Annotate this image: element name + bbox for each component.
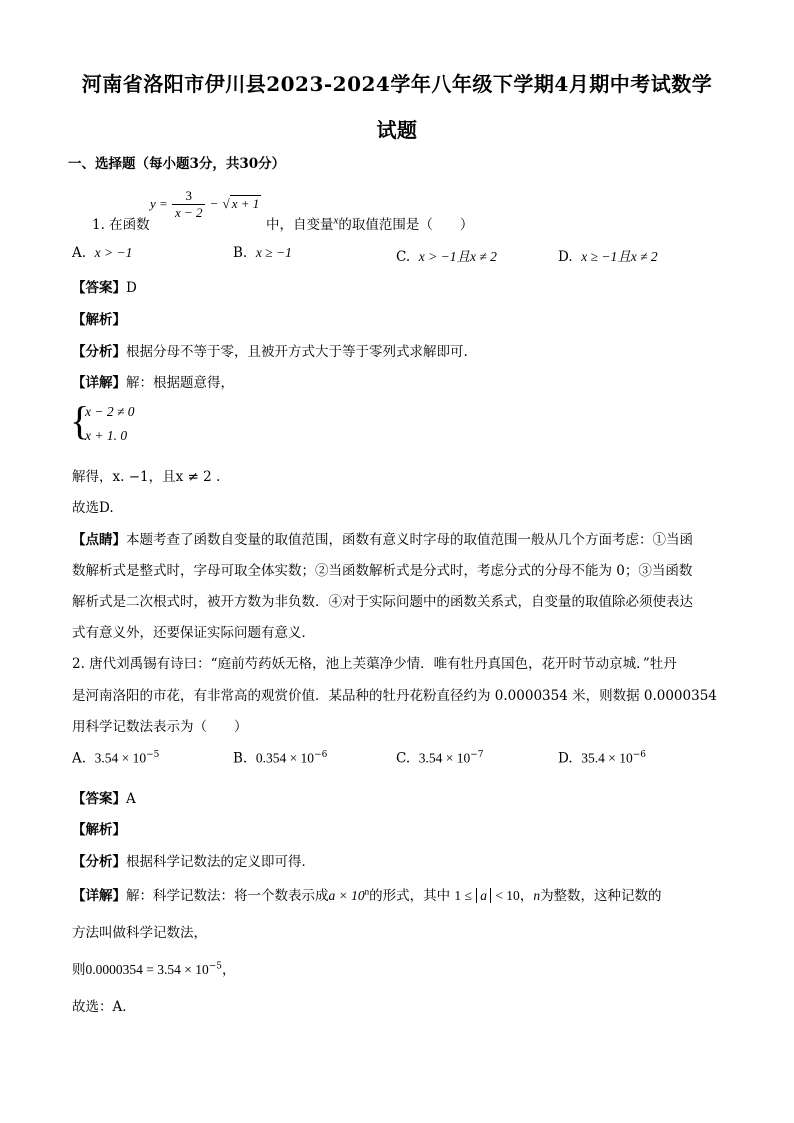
q1-option-d-text: x ≥ −1且x ≠ 2 [581, 249, 658, 264]
q2-option-a [72, 750, 159, 767]
sqrt-icon: √ [222, 196, 230, 211]
q2-xiangjie-text-b: 的形式，其中 [369, 888, 451, 904]
q1-stem-middle: 中，自变量 [266, 217, 334, 233]
q2-stem-2: 是河南洛阳的市花，有非常高的观赏价值．某品种的牡丹花粉直径约为 0.0000354 米，则数据 0.0000354 [72, 688, 717, 704]
q1-formula-denominator: x − 2 [174, 205, 203, 220]
q2-xiangjie-text-c: ， [519, 888, 534, 904]
q1-system-line1: x − 2 ≠ 0 [85, 404, 135, 419]
q2-option-c-base: 3.54 × 10 [418, 750, 471, 766]
q1-option-b-text: x ≥ −1 [255, 245, 292, 260]
q2-stem-3: 用科学记数法表示为（ ） [72, 719, 248, 735]
q2-option-d-label: D. [558, 750, 573, 767]
q2-option-a-base: 3.54 × 10 [94, 750, 147, 766]
q2-jiexi-tag: 【解析】 [72, 822, 126, 838]
q1-dianjing-tag: 【点睛】 [72, 532, 126, 548]
q1-formula-fraction [172, 188, 206, 221]
q1-answer-value: D [126, 280, 137, 296]
left-brace-icon: { [70, 398, 90, 443]
q1-fenxi-tag: 【分析】 [72, 344, 126, 360]
q2-fenxi-text: 根据科学记数法的定义即可得． [126, 854, 315, 870]
q2-xiangjie-2: 方法叫做科学记数法， [72, 925, 207, 941]
document-title-line2: 试题 [376, 118, 418, 142]
q1-dianjing-1 [72, 528, 693, 548]
q2-xiangjie-text-a: 解：科学记数法：将一个数表示成 [126, 888, 329, 904]
q2-option-b-label: B. [233, 750, 248, 767]
q1-formula [150, 188, 261, 221]
q2-result-prefix: 则 [72, 962, 86, 978]
q1-option-d [558, 245, 658, 265]
q2-result-suffix: ， [222, 962, 236, 978]
q2-fenxi [72, 850, 315, 870]
q2-option-c [396, 750, 484, 767]
q2-xiangjie-ineq-right: < 10 [495, 888, 520, 903]
q1-xiangjie-tag: 【详解】 [72, 375, 126, 391]
q2-xiangjie-text-d: 为整数，这种记数的 [540, 888, 662, 904]
q2-xiangjie-form-exp: n [364, 886, 370, 897]
q1-xiangjie-text: 解：根据题意得， [126, 375, 234, 391]
q2-option-a-label: A. [72, 750, 87, 767]
q2-result-exp: −5 [208, 961, 223, 972]
q1-formula-radicand: x + 1 [231, 196, 260, 211]
q2-option-c-exp: −7 [470, 750, 484, 760]
q2-xiangjie-form: a × 10 [328, 888, 365, 903]
q1-fenxi [72, 340, 468, 360]
q1-option-a-label: A. [72, 245, 87, 261]
q1-option-c-label: C. [396, 249, 411, 265]
q2-answer-tag: 【答案】 [72, 791, 126, 807]
q2-option-c-label: C. [396, 750, 411, 767]
q1-option-b [233, 245, 292, 261]
q2-result-expression: 0.0000354 = 3.54 × 10 [85, 962, 209, 977]
q1-answer [72, 276, 137, 296]
q1-system-line2: x + 1. 0 [85, 428, 128, 443]
q2-xiangjie [72, 884, 662, 904]
q2-option-b-base: 0.354 × 10 [255, 750, 315, 766]
document-title-line1: 河南省洛阳市伊川县2023-2024学年八年级下学期4月期中考试数学 [81, 72, 713, 96]
q1-option-a-text: x > −1 [94, 245, 133, 260]
section-heading: 一、选择题（每小题3分，共30分） [68, 156, 286, 172]
q2-option-d [558, 750, 646, 767]
q2-option-a-exp: −5 [146, 750, 160, 760]
q1-option-c-text: x > −1且x ≠ 2 [418, 249, 497, 264]
q1-stem-prefix: 1. 在函数 [92, 217, 150, 233]
q1-choose: 故选D. [72, 500, 114, 516]
q2-xiangjie-n: n [533, 888, 541, 903]
q1-solve: 解得，x. −1，且x ≠ 2 . [72, 469, 221, 485]
q2-answer [72, 787, 136, 807]
q1-stem [266, 213, 473, 233]
q1-formula-y: y = [150, 196, 168, 211]
q1-option-c [396, 245, 497, 265]
q1-dianjing-3: 解析式是二次根式时，被开方数为非负数．④对于实际问题中的函数关系式，自变量的取值除必须使表达 [72, 594, 693, 610]
q1-stem-variable: x [333, 214, 339, 227]
q1-dianjing-text-1: 本题考查了函数自变量的取值范围，函数有意义时字母的取值范围一般从几个方面考虑：①当函 [126, 532, 693, 548]
q1-option-d-label: D. [558, 249, 573, 265]
q1-xiangjie [72, 371, 234, 391]
q2-result [72, 958, 236, 978]
q2-choose: 故选：A． [72, 999, 136, 1015]
q2-stem-1: 2. 唐代刘禹锡有诗曰：“庭前芍药妖无格，池上芙蕖净少情．唯有牡丹真国色，花开时节动京城．”牡丹 [72, 656, 677, 672]
q2-option-b [233, 750, 327, 767]
q1-jiexi-tag: 【解析】 [72, 312, 126, 328]
q1-option-b-label: B. [233, 245, 248, 261]
q1-fenxi-text: 根据分母不等于零，且被开方式大于等于零列式求解即可. [126, 344, 468, 360]
q2-option-d-base: 35.4 × 10 [581, 750, 633, 766]
q2-option-d-exp: −6 [632, 750, 647, 760]
q1-answer-tag: 【答案】 [72, 280, 126, 296]
q1-dianjing-2: 数解析式是整式时，字母可取全体实数；②当函数解析式是分式时，考虑分式的分母不能为 0；③当函数 [72, 563, 693, 579]
q2-xiangjie-tag: 【详解】 [72, 888, 126, 904]
q1-formula-numerator: 3 [172, 188, 206, 205]
q2-option-b-exp: −6 [314, 750, 328, 760]
q2-fenxi-tag: 【分析】 [72, 854, 126, 870]
q2-xiangjie-ineq-left: 1 ≤ [454, 888, 472, 903]
q1-dianjing-4: 式有意义外，还要保证实际问题有意义． [72, 625, 315, 641]
q2-xiangjie-abs: a [476, 888, 491, 903]
q1-stem-end: 的取值范围是（ ） [338, 217, 474, 233]
q1-formula-minus: − [209, 196, 219, 211]
q2-answer-value: A [126, 791, 136, 807]
q1-option-a [72, 245, 132, 261]
